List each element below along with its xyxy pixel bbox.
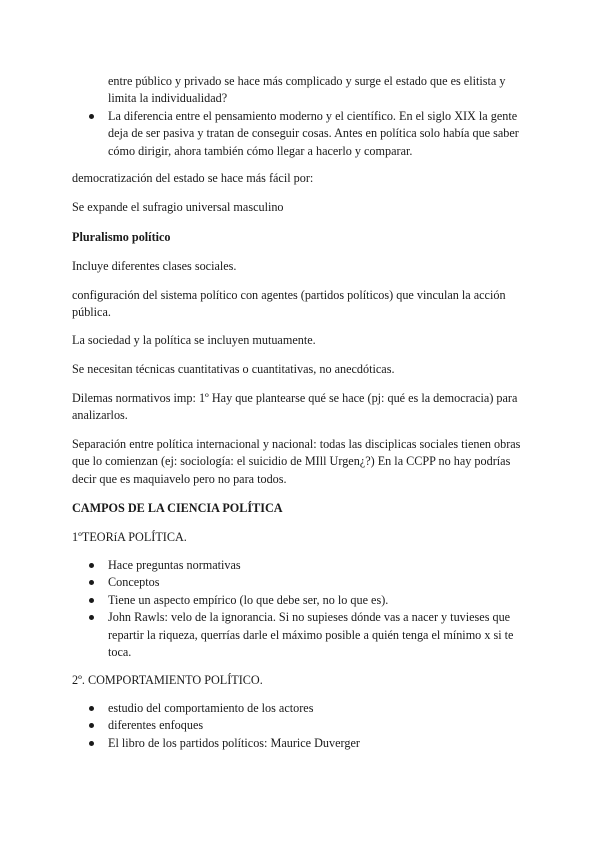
- bullet-list-political-behavior: [72, 700, 532, 752]
- list-item-text: estudio del comportamiento de los actores: [108, 701, 314, 715]
- bullet-icon: [89, 598, 94, 603]
- bullet-icon: [89, 706, 94, 711]
- bullet-icon: [89, 114, 94, 119]
- section-heading: CAMPOS DE LA CIENCIA POLÍTICA: [72, 501, 283, 515]
- list-item-text: El libro de los partidos políticos: Maurice Duverger: [108, 735, 360, 750]
- list-item-text: John Rawls: velo de la ignorancia. Si no supieses dónde vas a nacer y tuvieses que repartir la riqueza, querrías darle el máximo posible a quién tenga el mínimo x si te toca.: [108, 610, 514, 660]
- text-line: entre público y privado se hace más complicado y surge el estado que es elitista y: [108, 74, 506, 88]
- bullet-icon: [89, 580, 94, 585]
- list-item-text: Conceptos: [108, 575, 160, 590]
- bullet-list-political-theory: [72, 557, 532, 661]
- list-item: [72, 717, 532, 734]
- bullet-icon: [89, 741, 94, 746]
- paragraph: Se expande el sufragio universal masculino: [72, 200, 284, 214]
- paragraph: Separación entre política internacional y nacional: todas las disciplicas sociales tienen obras que lo comienzan (ej: sociología: el suicidio de MIll Urgen¿?) En la CCPP no hay podrías decir que es maquiavelo pero no para todos.: [72, 437, 521, 486]
- list-item: [72, 592, 532, 609]
- paragraph: La sociedad y la política se incluyen mutuamente.: [72, 333, 316, 347]
- subsection-heading: 1ºTEORíA POLÍTICA.: [72, 530, 187, 544]
- list-item: [72, 735, 532, 752]
- list-item: [72, 574, 532, 591]
- list-item-text: Hace preguntas normativas: [108, 558, 241, 572]
- bullet-list-modern-thought: [72, 108, 532, 160]
- bullet-icon: [89, 723, 94, 728]
- list-item: [72, 557, 532, 574]
- continued-bullet-text: [108, 73, 532, 108]
- list-item: [72, 609, 532, 661]
- paragraph: Incluye diferentes clases sociales.: [72, 259, 237, 273]
- text-line: limita la individualidad?: [108, 91, 228, 106]
- paragraph: Dilemas normativos imp: 1º Hay que plantearse qué se hace (pj: qué es la democracia) para analizarlos.: [72, 391, 518, 423]
- subsection-heading: 2º. COMPORTAMIENTO POLÍTICO.: [72, 673, 263, 687]
- list-item: [72, 700, 532, 717]
- paragraph: democratización del estado se hace más fácil por:: [72, 171, 314, 185]
- section-heading: Pluralismo político: [72, 230, 171, 244]
- bullet-icon: [89, 563, 94, 568]
- bullet-icon: [89, 615, 94, 620]
- list-item-text: Tiene un aspecto empírico (lo que debe ser, no lo que es).: [108, 592, 389, 607]
- list-item-text: La diferencia entre el pensamiento moderno y el científico. En el siglo XIX la gente deja de ser pasiva y tratan de conseguir cosas. Antes en política solo había que saber cómo dirigir, ahora también cómo llegar a hacerlo y comparar.: [108, 109, 519, 158]
- paragraph: Se necesitan técnicas cuantitativas o cuantitativas, no anecdóticas.: [72, 362, 395, 376]
- list-item-text: diferentes enfoques: [108, 718, 204, 733]
- paragraph: configuración del sistema político con agentes (partidos políticos) que vinculan la acción pública.: [72, 288, 506, 320]
- list-item: [72, 108, 532, 160]
